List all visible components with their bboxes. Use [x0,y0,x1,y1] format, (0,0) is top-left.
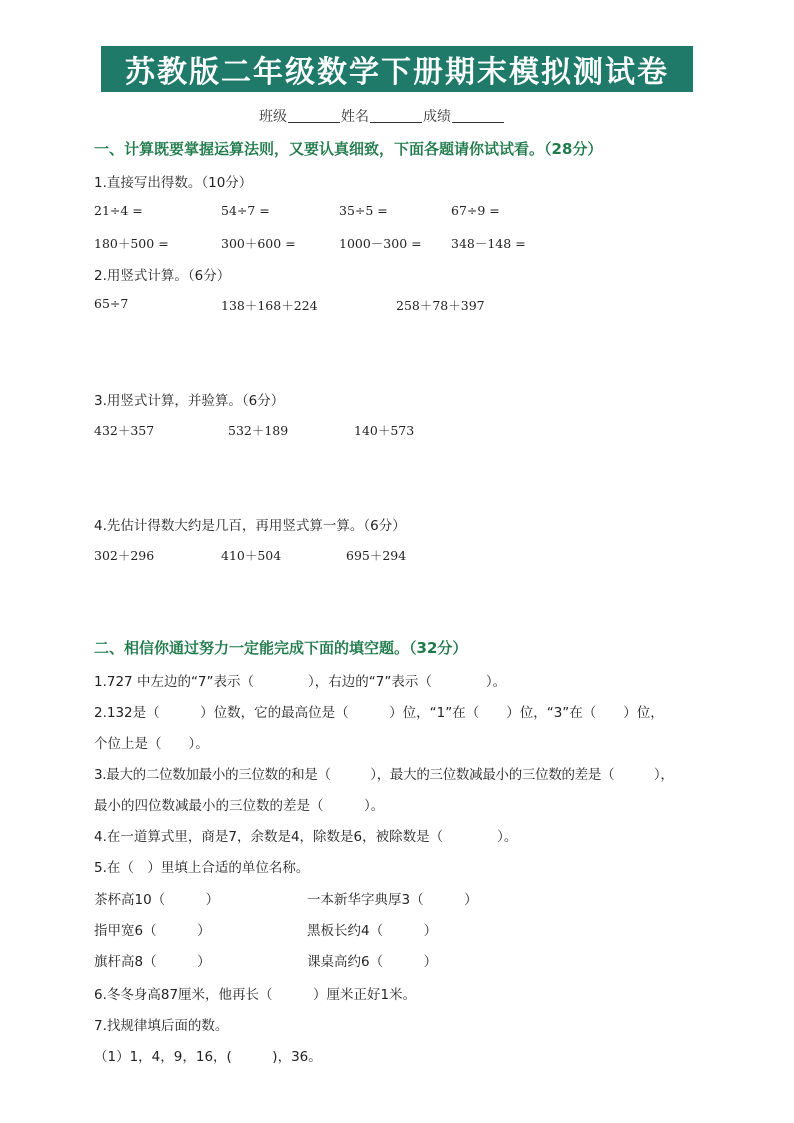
q1-item: 21÷4 = [94,203,143,218]
unit-item: 茶杯高10（ ） [94,892,220,908]
q6-line: 6.冬冬身高87厘米，他再长（ ）厘米正好1米。 [94,987,417,1003]
q1-item: 67÷9 = [451,203,500,218]
fill-line: 5.在（ ）里填上合适的单位名称。 [94,860,310,876]
q3-item: 532＋189 [228,423,289,438]
q1-item: 1000－300 = [339,236,422,251]
q4-item: 302＋296 [94,548,155,563]
fill-line: 个位上是（ ）。 [94,736,209,752]
score-label: 成绩 [423,109,451,125]
unit-item: 指甲宽6（ ） [94,923,211,939]
q3-item: 140＋573 [354,423,415,438]
fill-line: 4.在一道算式里，商是7，余数是4，除数是6，被除数是（ ）。 [94,829,518,845]
fill-line: 2.132是（ ）位数，它的最高位是（ ）位，“1”在（ ）位，“3”在（ ）位， [94,705,664,721]
q1-item: 35÷5 = [339,203,388,218]
student-info-line [259,106,505,126]
q1-item: 54÷7 = [221,203,270,218]
q4-item: 695＋294 [346,548,407,563]
unit-item: 课桌高约6（ ） [307,954,438,970]
q1-title: 1.直接写出得数。（10分） [94,175,253,191]
q7-line: 7.找规律填后面的数。 [94,1018,229,1034]
q2-item: 138＋168＋224 [221,298,318,313]
section1-heading: 一、计算既要掌握运算法则，又要认真细致，下面各题请你试试看。（28分） [94,140,603,158]
section2-heading: 二、相信你通过努力一定能完成下面的填空题。（32分） [94,639,468,657]
q7-sub1: （1）1，4，9，16，( )，36。 [94,1049,322,1065]
q1-item: 348－148 = [451,236,526,251]
name-blank [370,108,422,123]
name-label: 姓名 [341,109,369,125]
fill-line: 1.727 中左边的“7”表示（ ），右边的“7”表示（ ）。 [94,674,507,690]
q1-item: 180＋500 = [94,236,169,251]
q4-title: 4.先估计得数大约是几百，再用竖式算一算。（6分） [94,518,406,534]
q2-item: 258＋78＋397 [396,298,485,313]
q1-item: 300＋600 = [221,236,296,251]
page-title: 苏教版二年级数学下册期末模拟测试卷 [125,55,669,90]
fill-line: 最小的四位数减最小的三位数的差是（ ）。 [94,798,385,814]
class-blank [288,108,340,123]
q4-item: 410＋504 [221,548,282,563]
score-blank [452,108,504,123]
class-label: 班级 [259,109,287,125]
title-banner [101,46,693,92]
q3-title: 3.用竖式计算，并验算。（6分） [94,393,285,409]
q2-item: 65÷7 [94,296,129,311]
unit-item: 一本新华字典厚3（ ） [307,892,478,908]
unit-item: 黑板长约4（ ） [307,923,438,939]
fill-line: 3.最大的二位数加最小的三位数的和是（ ），最大的三位数减最小的三位数的差是（ ）， [94,767,674,783]
q3-item: 432＋357 [94,423,155,438]
unit-item: 旗杆高8（ ） [94,954,211,970]
q2-title: 2.用竖式计算。（6分） [94,268,231,284]
